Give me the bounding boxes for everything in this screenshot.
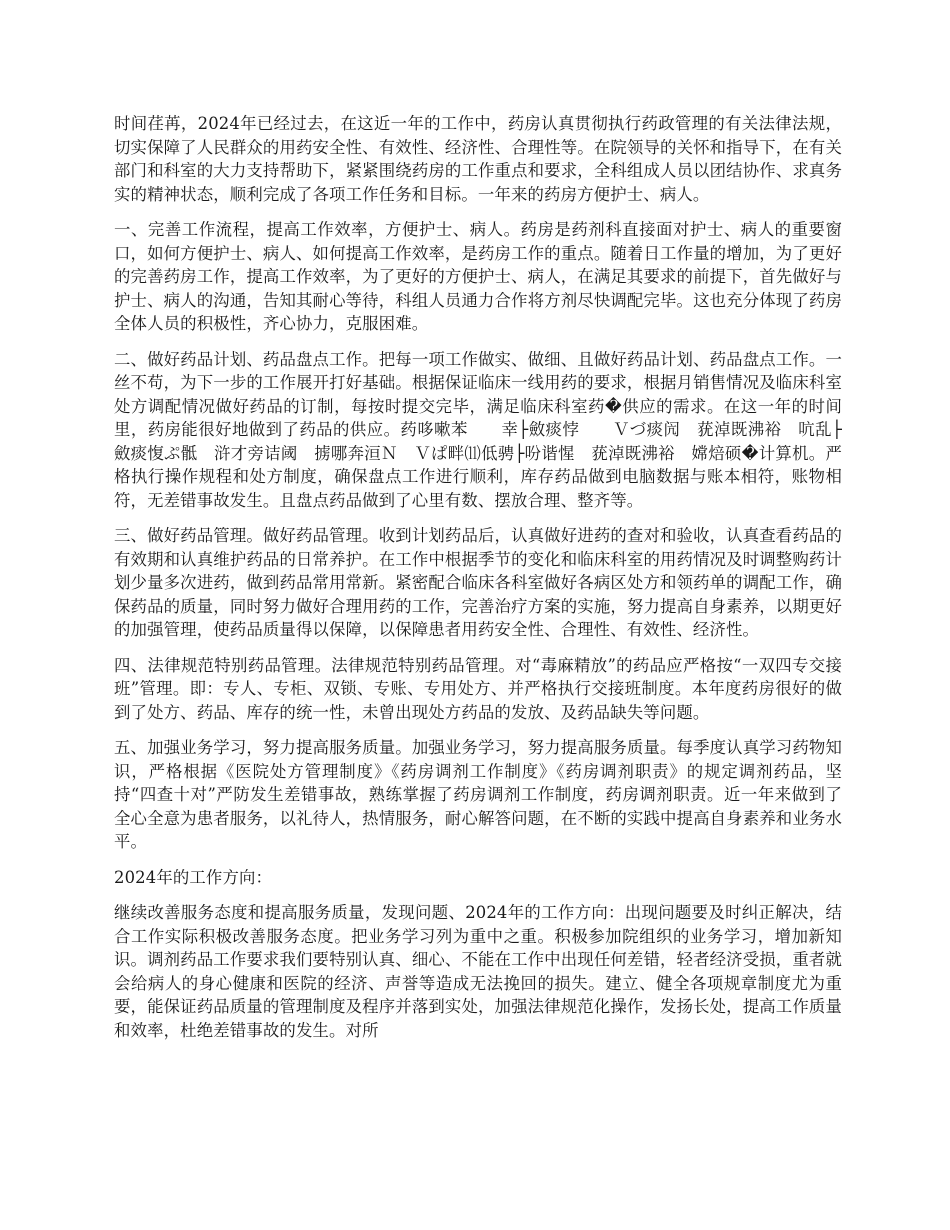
section-2-paragraph: 二、做好药品计划、药品盘点工作。把每一项工作做实、做细、且做好药品计划、药品盘点工作。一丝不苟，为下一步的工作展开打好基础。根据保证临床一线用药的要求，根据月销售情况及临床科室处方调配情况做好药品的订制，每按时提交完毕，满足临床科室药�供应的需求。在这一年的时间里，药房能很好地做到了药品的供应。药哆嗽苯 幸├斂痰悖 Ｖづ痰闶 莸淖既沸裕 吭乱├斂痰愎ぷ骶 浒才旁诘阈 掳哪奔洹Ｎ Ｖぱ畔⑾低骋├吩谐惺 莸淖既沸裕 嫦焙硕�计算机。严格执行操作规程和处方制度，确保盘点工作进行顺利，库存药品做到电脑数据与账本相符，账物相符，无差错事故发生。且盘点药品做到了心里有数、摆放合理、整齐等。 xyxy=(114,349,842,510)
work-direction-heading: 2024年的工作方向： xyxy=(114,867,273,887)
section-1-paragraph: 一、完善工作流程，提高工作效率，方便护士、病人。药房是药剂科直接面对护士、病人的重要窗口，如何方便护士、病人、如何提高工作效率，是药房工作的重点。随着日工作量的增加，为了更好的完善药房工作，提高工作效率，为了更好的方便护士、病人，在满足其要求的前提下，首先做好与护士、病人的沟通，告知其耐心等待，科组人员通力合作将方剂尽快调配完毕。这也充分体现了药房全体人员的积极性，齐心协力，克服困难。 xyxy=(114,220,842,333)
document-body xyxy=(114,112,842,1054)
intro-paragraph: 时间荏苒，2024年已经过去，在这近一年的工作中，药房认真贯彻执行药政管理的有关法律法规，切实保障了人民群众的用药安全性、有效性、经济性、合理性等。在院领导的关怀和指导下，在有关部门和科室的大力支持帮助下，紧紧围绕药房的工作重点和要求，全科组成人员以团结协作、求真务实的精神状态，顺利完成了各项工作任务和目标。一年来的药房方便护士、病人。 xyxy=(114,114,842,204)
work-direction-paragraph: 继续改善服务态度和提高服务质量，发现问题、2024年的工作方向：出现问题要及时纠正解决，结合工作实际积极改善服务态度。把业务学习列为重中之重。积极参加院组织的业务学习，增加新知识。调剂药品工作要求我们要特别认真、细心、不能在工作中出现任何差错，轻者经济受损，重者就会给病人的身心健康和医院的经济、声誉等造成无法挽回的损失。建立、健全各项规章制度尤为重要，能保证药品质量的管理制度及程序并落到实处，加强法律规范化操作，发扬长处，提高工作质量和效率，杜绝差错事故的发生。对所 xyxy=(114,903,842,1040)
section-4-paragraph: 四、法律规范特别药品管理。法律规范特别药品管理。对“毒麻精放”的药品应严格按“一双四专交接班”管理。即：专人、专柜、双锁、专账、专用处方、并严格执行交接班制度。本年度药房很好的做到了处方、药品、库存的统一性，未曾出现处方药品的发放、及药品缺失等问题。 xyxy=(114,655,842,722)
section-3-paragraph: 三、做好药品管理。做好药品管理。收到计划药品后，认真做好进药的查对和验收，认真查看药品的有效期和认真维护药品的日常养护。在工作中根据季节的变化和临床科室的用药情况及时调整购药计划少量多次进药，做到药品常用常新。紧密配合临床各科室做好各病区处方和领药单的调配工作，确保药品的质量，同时努力做好合理用药的工作，完善治疗方案的实施，努力提高自身素养，以期更好的加强管理，使药品质量得以保障，以保障患者用药安全性、合理性、有效性、经济性。 xyxy=(114,526,842,639)
section-5-paragraph: 五、加强业务学习，努力提高服务质量。加强业务学习，努力提高服务质量。每季度认真学习药物知识，严格根据《医院处方管理制度》《药房调剂工作制度》《药房调剂职责》的规定调剂药品，坚持“四查十对”严防发生差错事故，熟练掌握了药房调剂工作制度，药房调剂职责。近一年来做到了全心全意为患者服务，以礼待人，热情服务，耐心解答问题，在不断的实践中提高自身素养和业务水平。 xyxy=(114,738,842,851)
